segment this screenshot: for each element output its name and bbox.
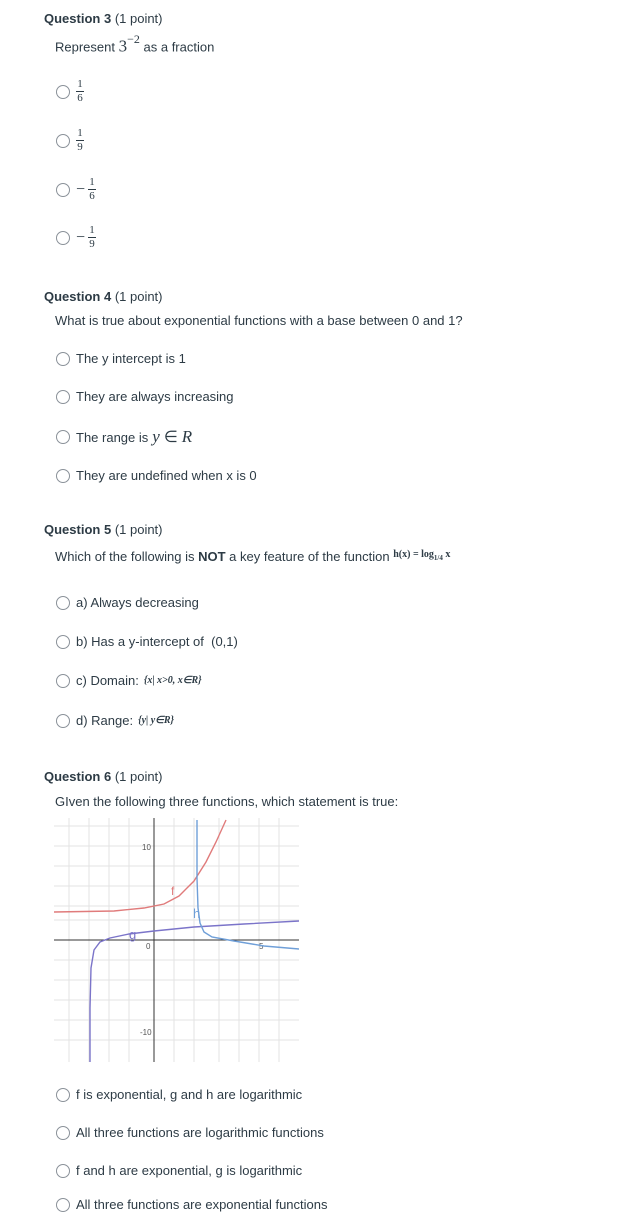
option-label: b) Has a y-intercept of (0,1)	[76, 634, 238, 649]
q4-option-4[interactable]	[56, 468, 257, 483]
curve-label-f: f	[171, 884, 175, 898]
range-math: {y| y∈R}	[138, 715, 175, 726]
q5-option-b[interactable]	[56, 634, 238, 649]
fraction	[88, 177, 96, 202]
q4-option-1[interactable]	[56, 351, 186, 366]
option-label: f is exponential, g and h are logarithmic	[76, 1087, 303, 1102]
q5-heading	[44, 522, 163, 537]
tick-label-neg10: -10	[140, 1028, 152, 1037]
q3-points: (1 point)	[114, 11, 163, 26]
q5-option-c[interactable]	[56, 673, 202, 688]
radio-button[interactable]	[56, 1126, 70, 1140]
q6-title: Question 6	[44, 769, 112, 784]
curve-h	[197, 820, 299, 949]
q5-prompt-pre: Which of the following is	[55, 549, 199, 564]
tick-label-10: 10	[142, 843, 151, 852]
q5-points: (1 point)	[114, 522, 163, 537]
denominator: 9	[77, 141, 83, 153]
q3-exponent: −2	[127, 32, 140, 46]
option-label: f and h are exponential, g is logarithmic	[76, 1163, 303, 1178]
radio-button[interactable]	[56, 1164, 70, 1178]
function-arg: x	[445, 549, 451, 560]
q5-option-a[interactable]	[56, 595, 199, 610]
option-label: All three functions are exponential functions	[76, 1197, 328, 1212]
denominator: 9	[89, 238, 95, 250]
q3-prompt	[55, 32, 215, 56]
denominator: 6	[89, 190, 95, 202]
q3-option-4[interactable]	[56, 225, 96, 250]
function-base: 1/4	[433, 554, 443, 562]
q4-prompt: What is true about exponential functions with a base between 0 and 1?	[55, 313, 463, 328]
fraction	[76, 79, 84, 104]
radio-button[interactable]	[56, 183, 70, 197]
q3-title: Question 3	[44, 11, 112, 26]
radio-button[interactable]	[56, 635, 70, 649]
math-R: R	[181, 427, 193, 446]
q5-prompt-post: a key feature of the function	[225, 549, 390, 564]
q6-heading	[44, 769, 163, 784]
numerator: 1	[89, 224, 95, 236]
option-label: They are undefined when x is 0	[76, 468, 257, 483]
radio-button[interactable]	[56, 596, 70, 610]
q4-option-2[interactable]	[56, 389, 234, 404]
q4-title: Question 4	[44, 289, 112, 304]
option-label: They are always increasing	[76, 389, 234, 404]
q5-option-d[interactable]	[56, 713, 174, 728]
radio-button[interactable]	[56, 231, 70, 245]
q5-prompt	[55, 549, 450, 566]
option-label: The range is	[76, 429, 149, 445]
q5-function	[393, 549, 450, 560]
radio-button[interactable]	[56, 469, 70, 483]
q5-title: Question 5	[44, 522, 112, 537]
radio-button[interactable]	[56, 352, 70, 366]
radio-button[interactable]	[56, 674, 70, 688]
fraction	[88, 225, 96, 250]
domain-math: {x| x>0, x∈R}	[143, 675, 202, 686]
q4-option-3[interactable]	[56, 427, 192, 447]
q3-option-2[interactable]	[56, 128, 84, 153]
q5-prompt-bold: NOT	[198, 549, 226, 564]
math-element-of: ∈	[163, 429, 178, 446]
tick-label-0: 0	[146, 942, 151, 951]
function-graph	[54, 818, 299, 1062]
q3-heading	[44, 11, 163, 26]
q3-option-1[interactable]	[56, 79, 84, 104]
q6-option-3[interactable]	[56, 1163, 302, 1178]
option-label: The y intercept is 1	[76, 351, 186, 366]
denominator: 6	[77, 92, 83, 104]
curve-label-h: h	[193, 906, 201, 921]
q3-base: 3	[118, 36, 128, 56]
option-label: c) Domain:	[76, 673, 139, 688]
q6-option-2[interactable]	[56, 1125, 324, 1140]
radio-button[interactable]	[56, 85, 70, 99]
radio-button[interactable]	[56, 390, 70, 404]
q4-heading	[44, 289, 163, 304]
q3-prompt-pre: Represent	[55, 39, 115, 55]
q6-prompt: GIven the following three functions, which statement is true:	[55, 794, 399, 809]
q4-points: (1 point)	[114, 289, 163, 304]
option-label: a) Always decreasing	[76, 595, 199, 610]
radio-button[interactable]	[56, 134, 70, 148]
minus-sign: −	[76, 228, 86, 246]
numerator: 1	[89, 176, 95, 188]
tick-label-5: 5	[259, 942, 264, 951]
radio-button[interactable]	[56, 714, 70, 728]
minus-sign: −	[76, 180, 86, 198]
q6-option-1[interactable]	[56, 1087, 302, 1102]
fraction	[76, 128, 84, 153]
option-label: d) Range:	[76, 713, 134, 728]
numerator: 1	[77, 78, 83, 90]
q3-prompt-post: as a fraction	[143, 39, 215, 55]
q3-option-3[interactable]	[56, 177, 96, 202]
function-formula: h(x) = log	[393, 549, 434, 560]
curve-label-g: g	[129, 927, 137, 942]
axes	[54, 818, 299, 1062]
math-y: y	[152, 427, 160, 446]
numerator: 1	[77, 127, 83, 139]
radio-button[interactable]	[56, 430, 70, 444]
q6-points: (1 point)	[114, 769, 163, 784]
radio-button[interactable]	[56, 1088, 70, 1102]
option-label: All three functions are logarithmic functions	[76, 1125, 324, 1140]
